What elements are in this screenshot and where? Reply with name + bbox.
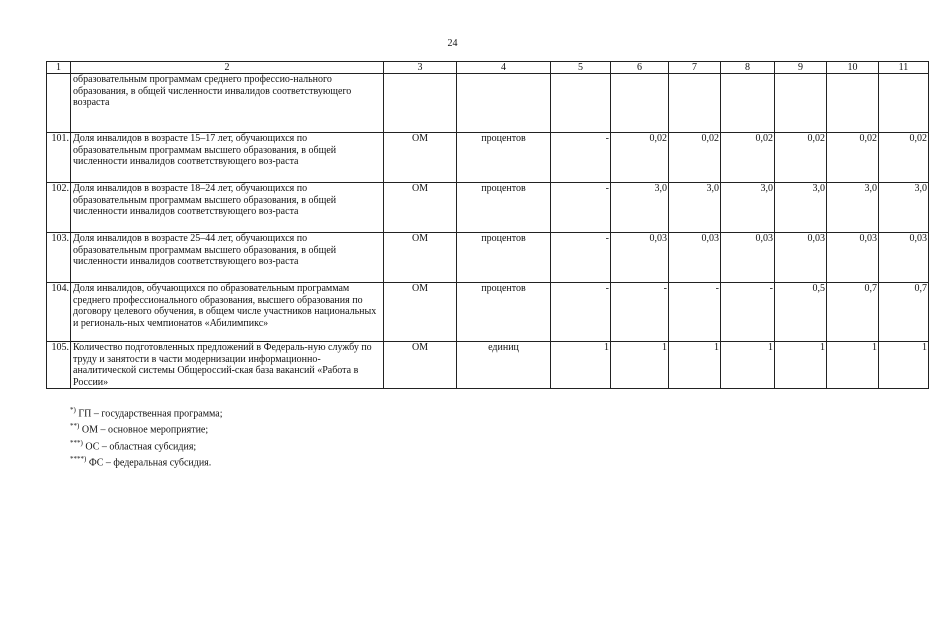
value-cell: 0,03	[721, 233, 775, 283]
value-cell: 0,7	[827, 283, 879, 342]
value-cell: 1	[611, 342, 669, 389]
value-cell: 0,03	[611, 233, 669, 283]
footnote: **) ОМ – основное мероприятие;	[70, 422, 209, 436]
footnote: ****) ФС – федеральная субсидия.	[70, 454, 212, 469]
value-cell: -	[611, 283, 669, 342]
header-row	[47, 62, 929, 74]
header-cell: 9	[775, 62, 827, 74]
value-cell: -	[551, 283, 611, 342]
value-cell	[551, 74, 611, 133]
header-cell: 5	[551, 62, 611, 74]
unit-cell: единиц	[457, 342, 551, 389]
header-cell: 8	[721, 62, 775, 74]
header-cell: 6	[611, 62, 669, 74]
value-cell	[827, 74, 879, 133]
header-cell: 2	[71, 62, 384, 74]
indicator-name-cell: Доля инвалидов в возрасте 15–17 лет, обучающихся по образовательным программам высшего образования, в общей численности инвалидов соответствующего воз-раста	[71, 133, 384, 183]
value-cell: 3,0	[669, 183, 721, 233]
type-cell: ОМ	[384, 283, 457, 342]
row-number-cell: 104.	[47, 283, 71, 342]
indicator-name-cell: Доля инвалидов в возрасте 18–24 лет, обучающихся по образовательным программам высшего образования, в общей численности инвалидов соответствующего воз-раста	[71, 183, 384, 233]
value-cell: 1	[551, 342, 611, 389]
footnote: ***) ОС – областная субсидия;	[70, 438, 197, 452]
value-cell: 3,0	[827, 183, 879, 233]
value-cell: 0,7	[879, 283, 929, 342]
value-cell: 0,03	[879, 233, 929, 283]
value-cell: 3,0	[775, 183, 827, 233]
type-cell: ОМ	[384, 133, 457, 183]
value-cell	[879, 74, 929, 133]
value-cell: 0,03	[775, 233, 827, 283]
type-cell: ОМ	[384, 183, 457, 233]
value-cell: 3,0	[879, 183, 929, 233]
type-cell: ОМ	[384, 342, 457, 389]
header-cell: 11	[879, 62, 929, 74]
unit-cell	[457, 74, 551, 133]
row-number-cell: 102.	[47, 183, 71, 233]
row-number-cell	[47, 74, 71, 133]
row-number-cell: 103.	[47, 233, 71, 283]
row-number-cell: 101.	[47, 133, 71, 183]
value-cell: 0,02	[721, 133, 775, 183]
value-cell: 1	[775, 342, 827, 389]
value-cell: 0,02	[669, 133, 721, 183]
value-cell: 0,03	[827, 233, 879, 283]
header-cell: 7	[669, 62, 721, 74]
table-row	[47, 283, 929, 342]
indicator-name-cell: Доля инвалидов в возрасте 25–44 лет, обучающихся по образовательным программам высшего образования, в общей численности инвалидов соответствующего воз-раста	[71, 233, 384, 283]
indicator-name-cell: образовательным программам среднего профессио-нального образования, в общей численности инвалидов соответствующего возраста	[71, 74, 384, 133]
unit-cell: процентов	[457, 183, 551, 233]
value-cell: -	[551, 233, 611, 283]
value-cell: 3,0	[611, 183, 669, 233]
value-cell: 1	[669, 342, 721, 389]
type-cell	[384, 74, 457, 133]
header-cell: 4	[457, 62, 551, 74]
value-cell	[669, 74, 721, 133]
value-cell: 1	[721, 342, 775, 389]
type-cell: ОМ	[384, 233, 457, 283]
value-cell: 1	[879, 342, 929, 389]
value-cell	[721, 74, 775, 133]
indicator-name-cell: Доля инвалидов, обучающихся по образовательным программам среднего профессионального образования, высшего образования по договору целевого обучения, в общем числе участников национальных и региональ-ных чемпионатов «Абилимпикс»	[71, 283, 384, 342]
value-cell: -	[721, 283, 775, 342]
header-cell: 10	[827, 62, 879, 74]
page-number: 24	[447, 38, 458, 49]
table-row	[47, 183, 929, 233]
value-cell: 0,5	[775, 283, 827, 342]
table-row	[47, 233, 929, 283]
row-number-cell: 105.	[47, 342, 71, 389]
unit-cell: процентов	[457, 283, 551, 342]
indicator-name-cell: Количество подготовленных предложений в Федераль-ную службу по труду и занятости в части модернизации информационно-аналитической системы Общероссий-ская база вакансий «Работа в России»	[71, 342, 384, 389]
unit-cell: процентов	[457, 233, 551, 283]
value-cell: 0,02	[827, 133, 879, 183]
value-cell	[611, 74, 669, 133]
footnote: *) ГП – государственная программа;	[70, 406, 223, 420]
value-cell	[775, 74, 827, 133]
value-cell: -	[551, 183, 611, 233]
value-cell: 1	[827, 342, 879, 389]
header-cell: 1	[47, 62, 71, 74]
value-cell: 0,03	[669, 233, 721, 283]
value-cell: -	[669, 283, 721, 342]
data-table	[46, 61, 929, 389]
header-cell: 3	[384, 62, 457, 74]
value-cell: 0,02	[879, 133, 929, 183]
footnotes	[70, 404, 223, 469]
table-row	[47, 342, 929, 389]
unit-cell: процентов	[457, 133, 551, 183]
value-cell: 0,02	[775, 133, 827, 183]
value-cell: -	[551, 133, 611, 183]
value-cell: 3,0	[721, 183, 775, 233]
value-cell: 0,02	[611, 133, 669, 183]
table-row	[47, 133, 929, 183]
table-row	[47, 74, 929, 133]
